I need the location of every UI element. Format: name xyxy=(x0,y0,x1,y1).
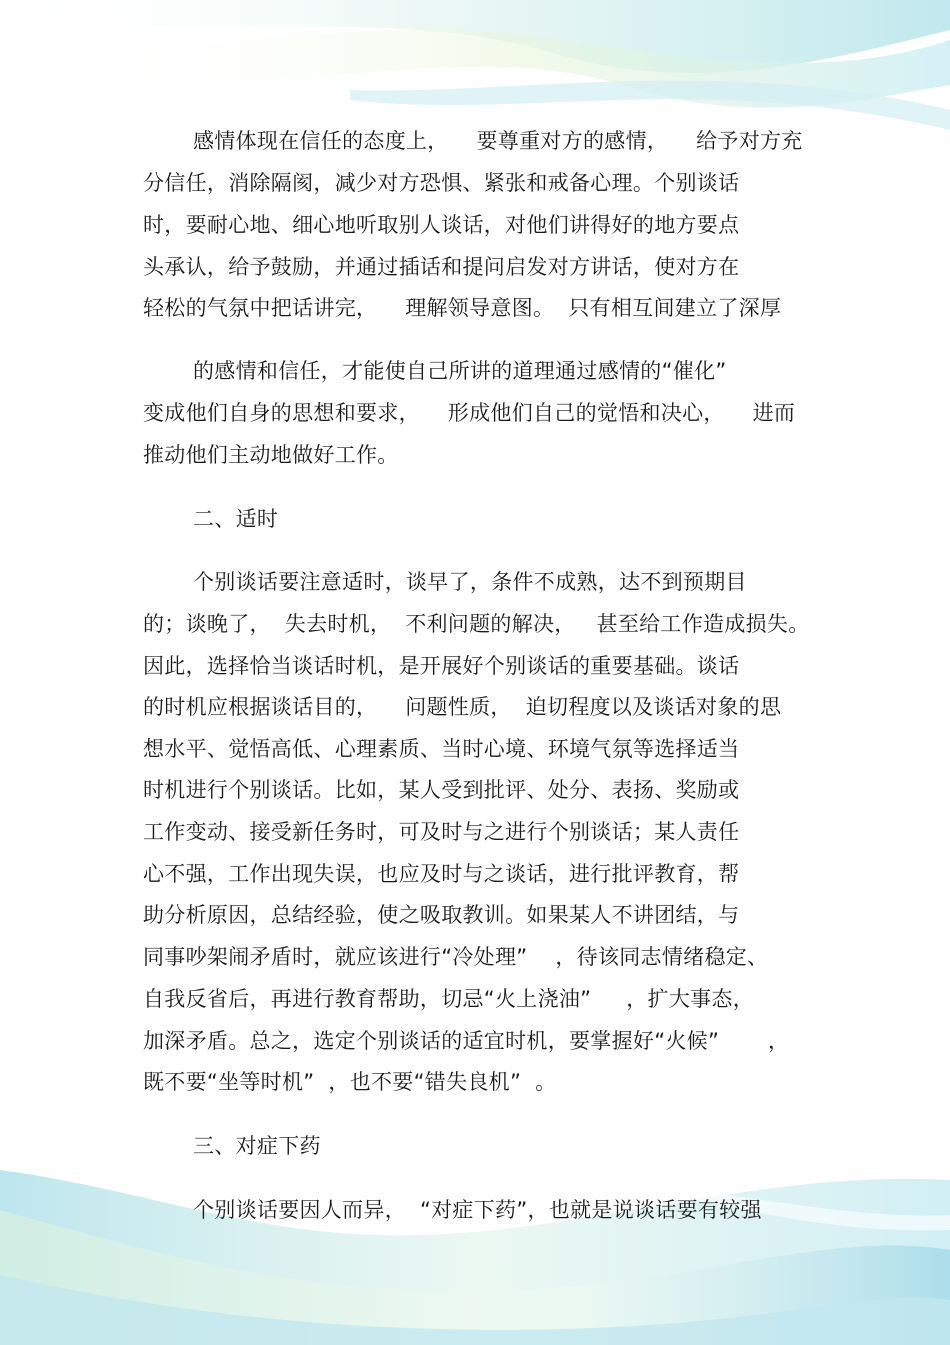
paragraph-line: 感情体现在信任的态度上， 要尊重对方的感情， 给予对方充 xyxy=(193,129,803,153)
paragraph-line: 的时机应根据谈话目的， 问题性质， 迫切程度以及谈话对象的思 xyxy=(143,695,782,719)
paragraph-line: 个别谈话要注意适时，谈早了，条件不成熟，达不到预期目 xyxy=(193,570,747,594)
paragraph-line: 助分析原因，总结经验，使之吸取教训。如果某人不讲团结，与 xyxy=(143,903,740,927)
paragraph-line: 的；谈晚了， 失去时机， 不利问题的解决， 甚至给工作造成损失。 xyxy=(143,612,810,636)
paragraph-line: 推动他们主动地做好工作。 xyxy=(143,443,399,467)
paragraph-line: 心不强，工作出现失误，也应及时与之谈话，进行批评教育，帮 xyxy=(143,862,740,886)
paragraph-line: 因此，选择恰当谈话时机，是开展好个别谈话的重要基础。谈话 xyxy=(143,654,740,678)
paragraph-line: 想水平、觉悟高低、心理素质、当时心境、环境气氛等选择适当 xyxy=(143,737,740,761)
paragraph-line: 工作变动、接受新任务时，可及时与之进行个别谈话；某人责任 xyxy=(143,820,740,844)
paragraph-line: 自我反省后，再进行教育帮助，切忌“火上浇油” ，扩大事态， xyxy=(143,987,755,1011)
paragraph-line: 头承认，给予鼓励，并通过插话和提问启发对方讲话，使对方在 xyxy=(143,255,740,279)
section-heading: 二、适时 xyxy=(193,507,279,531)
paragraph-line: 同事吵架闹矛盾时，就应该进行“冷处理” ，待该同志情绪稳定、 xyxy=(143,945,769,969)
paragraph-line: 既不要“坐等时机” ，也不要“错失良机” 。 xyxy=(143,1070,557,1094)
paragraph-line: 分信任，消除隔阂，减少对方恐惧、紧张和戒备心理。个别谈话 xyxy=(143,171,740,195)
paragraph-line: 时机进行个别谈话。比如，某人受到批评、处分、表扬、奖励或 xyxy=(143,778,740,802)
paragraph-line: 的感情和信任，才能使自己所讲的道理通过感情的“催化” xyxy=(193,359,727,383)
paragraph-line: 加深矛盾。总之，选定个别谈话的适宜时机，要掌握好“火候” ， xyxy=(143,1029,790,1053)
section-heading: 三、对症下药 xyxy=(193,1134,321,1158)
paragraph-line: 时，要耐心地、细心地听取别人谈话，对他们讲得好的地方要点 xyxy=(143,213,740,237)
paragraph-line: 变成他们自身的思想和要求， 形成他们自己的觉悟和决心， 进而 xyxy=(143,401,796,425)
paragraph-line: 个别谈话要因人而异， “对症下药”，也就是说谈话要有较强 xyxy=(193,1198,762,1222)
paragraph-line: 轻松的气氛中把话讲完， 理解领导意图。 只有相互间建立了深厚 xyxy=(143,296,782,320)
